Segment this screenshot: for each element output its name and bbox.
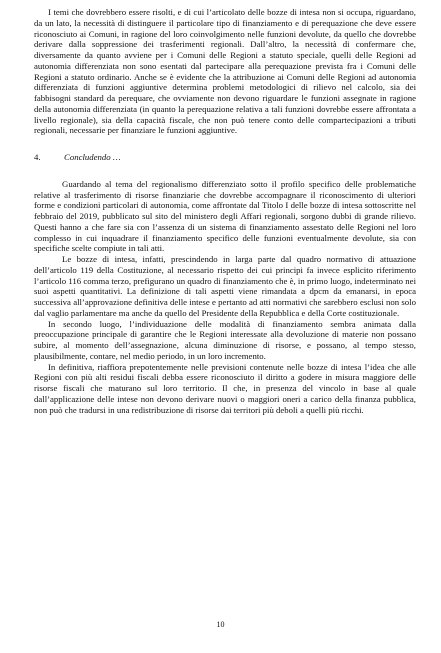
section-heading: [34, 152, 416, 163]
section-number: 4.: [34, 152, 41, 162]
body-paragraph: I temi che dovrebbero essere risolti, e di cui l’articolato delle bozze di intesa non si occupa, riguardano, da un lato, la necessità di distinguere il particolare tipo di finanziamento e di perequazione che deve essere riconosciuto ai Comuni, in ragione del loro coinvolgimento nelle funzioni devolute, da quello che dovrebbe derivare dalla soppressione dei trasferimenti regionali. Dall’altro, la necessità di confermare che, diversamente da quanto avviene per i Comuni delle Regioni a statuto speciale, quelli delle Regioni ad autonomia differenziata non sono esentati dal partecipare alla perequazione prevista fra i Comuni delle Regioni a statuto ordinario. Anche se è evidente che la attribuzione ai Comuni delle Regioni ad autonomia differenziata di funzioni aggiuntive determina problemi metodologici di rilievo nel calcolo, sia dei fabbisogni standard da perequare, che ovviamente non devono riguardare le funzioni assegnate in ragione della autonomia differenziata (in quanto la perequazione relativa a tali funzioni dovrebbe essere affrontata a livello regionale), sia della capacità fiscale, che non può tenere conto delle compartecipazioni a tributi regionali, necessarie per finanziare le funzioni aggiuntive.: [34, 7, 416, 136]
body-paragraph: In secondo luogo, l’individuazione delle modalità di finanziamento sembra animata dalla preoccupazione principale di garantire che le Regioni interessate alla devoluzione di materie non possano subire, al momento dell’assegnazione, alcuna diminuzione di risorse, e possano, al tempo stesso, plausibilmente, contare, nel medio periodo, in un loro incremento.: [34, 318, 416, 361]
body-paragraph: In definitiva, riaffiora prepotentemente nelle previsioni contenute nelle bozze di intesa l’idea che alle Regioni con più alti residui fiscali debba essere riconosciuto il diritto a godere in misura maggiore delle risorse fiscali che maturano sul loro territorio. Il che, in presenza del vincolo in base al quale dall’applicazione delle intese non devono derivare nuovi o maggiori oneri a carico della finanza pubblica, non può che tradursi in una redistribuzione di risorse dai territori più deboli a quelli più ricchi.: [34, 361, 416, 415]
body-paragraph: Le bozze di intesa, infatti, prescindendo in larga parte dal quadro normativo di attuazione dell’articolo 119 della Costituzione, al necessario rispetto dei cui principi fa invece esplicito riferimento l’articolo 116 comma terzo, prefigurano un quadro di finanziamento che è, in primo luogo, indeterminato nei suoi aspetti quantitativi. La definizione di tali aspetti viene rimandata a dpcm da emanarsi, in epoca successiva all’approvazione definitiva delle intese e pertanto ad atti normativi che sarebbero esclusi non solo dal vaglio parlamentare ma anche da quello del Presidente della Repubblica e della Corte costituzionale.: [34, 254, 416, 318]
section-title: Concludendo …: [64, 152, 121, 162]
body-paragraph: Guardando al tema del regionalismo differenziato sotto il profilo specifico delle problematiche relative al trasferimento di risorse finanziarie che dovrebbe accompagnare il riconoscimento di ulteriori forme e condizioni particolari di autonomia, come affrontate dal Titolo I delle bozze di intesa sottoscritte nel febbraio del 2019, pubblicato sul sito del ministero degli Affari regionali, sorgono dubbi di grande rilievo. Questi hanno a che fare sia con l’assenza di un sistema di finanziamento assestato delle Regioni nel loro complesso in cui inquadrare il finanziamento specifico delle funzioni eventualmente devolute, sia con specifiche scelte compiute in tali atti.: [34, 178, 416, 254]
page-number: 10: [216, 620, 225, 629]
